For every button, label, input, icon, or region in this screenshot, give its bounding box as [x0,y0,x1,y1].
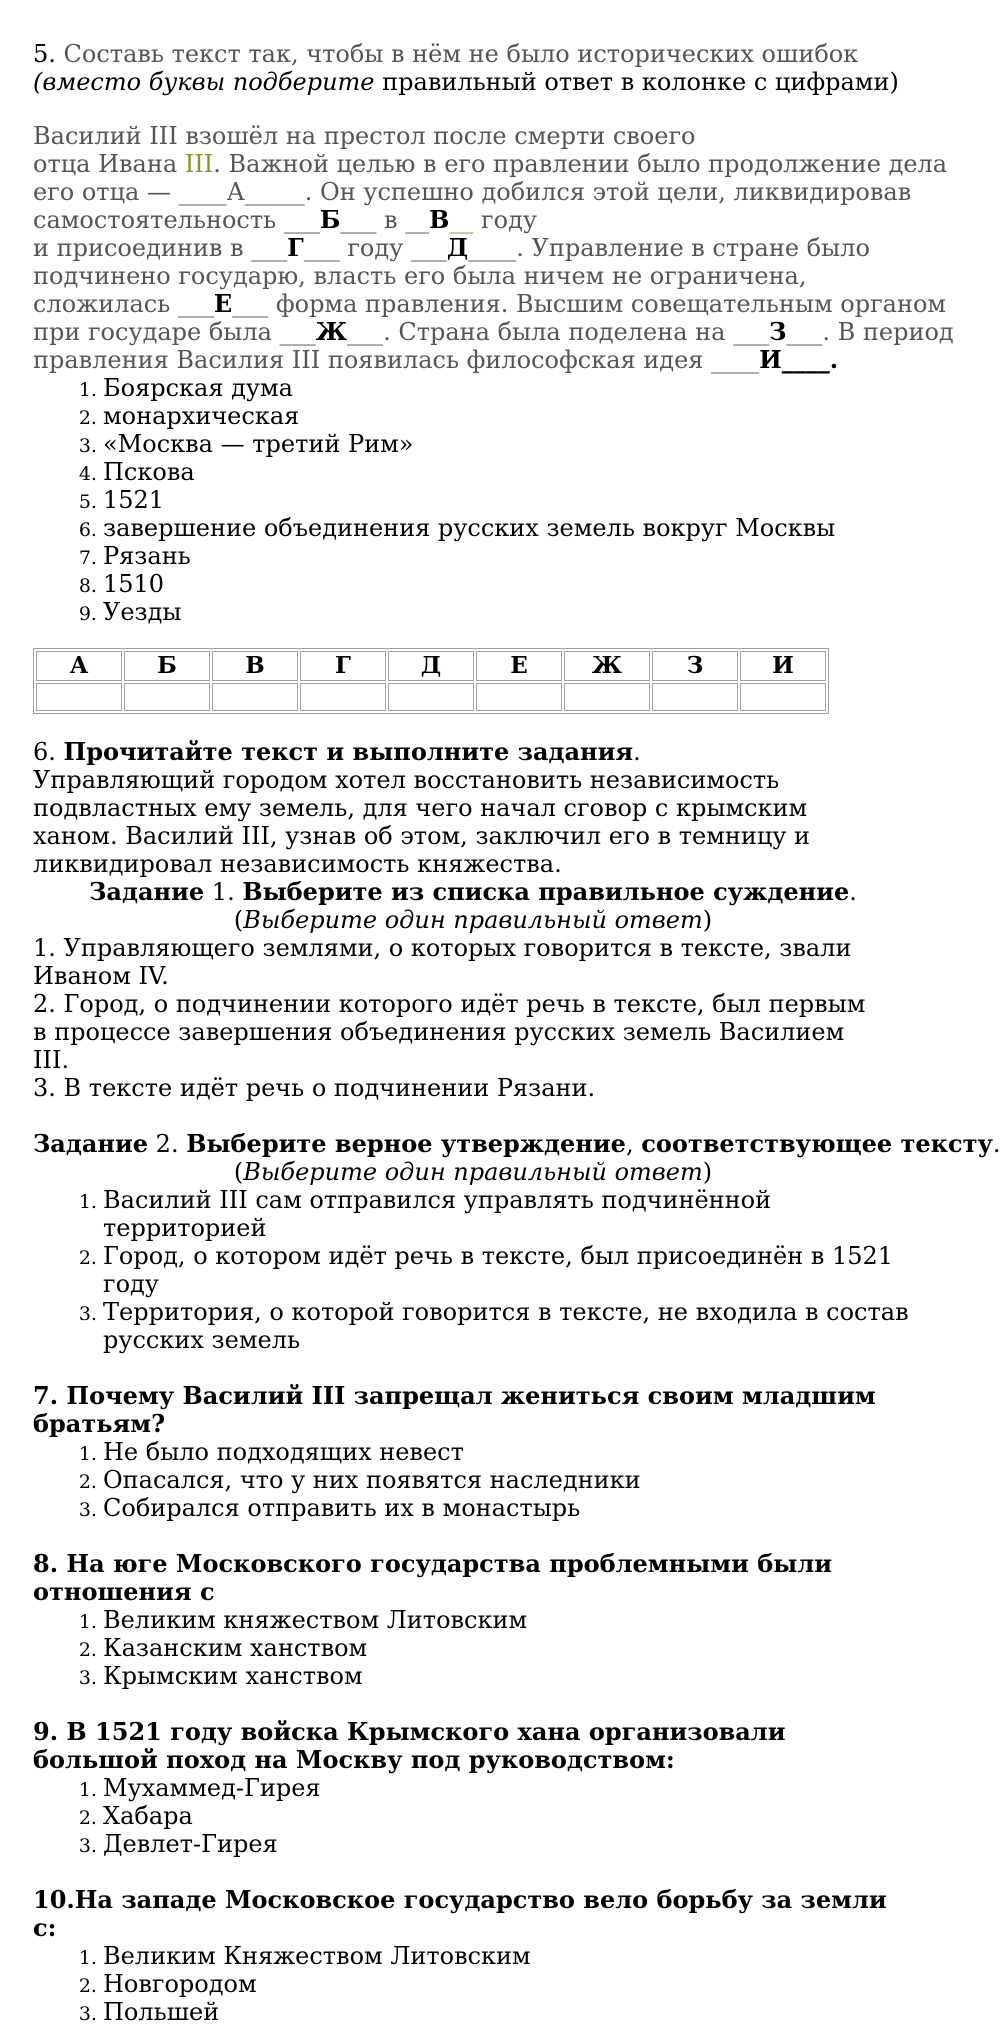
task-6-z2-options [33,1186,913,1354]
passage-text: отца Ивана [33,150,185,178]
blank-letter: И [759,345,782,374]
answer-cell[interactable] [300,683,386,711]
passage-line [33,206,913,234]
task-6-number: 6. [33,738,64,766]
statement-item: 3. В тексте идёт речь о подчинении Рязани. [33,1074,596,1102]
list-item: 2. Новгородом [103,1970,913,1998]
blank-letter: Г [287,233,304,262]
z1-title: Выберите из списка правильное суждение [242,877,850,906]
answer-cell[interactable] [564,683,650,711]
answer-cell[interactable] [36,683,122,711]
task-6-z1-hint [33,906,913,934]
answer-cell[interactable] [388,683,474,711]
z1-number: 1. [204,878,243,906]
answer-table-header-cell: Ж [564,651,650,681]
task-8-question: 8. На юге Московского государства проблемными были отношения с [33,1549,833,1606]
answer-table-header-cell: Е [476,651,562,681]
list-item: 2. Казанским ханством [103,1634,913,1662]
passage-text: ____. [781,345,839,374]
blank-letter: Б [319,205,341,234]
z2-title: Выберите верное утверждение [186,1129,626,1158]
passage-text: самостоятельность ___ [33,206,320,234]
answer-table-header [36,651,826,681]
task-10-options [33,1942,913,2026]
list-item: 5. 1521 [103,486,913,514]
task-5 [33,40,954,714]
passage-text: и присоединив в ___ [33,234,288,262]
list-item: 1. Василий III сам отправился управлять подчинённой территорией [103,1186,913,1242]
task-6 [33,737,1000,1354]
task-8-options [33,1606,913,1690]
list-item: 3. Девлет-Гирея [103,1830,913,1858]
z1-hint-paren: ( [233,906,244,934]
passage-text: ___ году ___ [303,234,447,262]
passage-line [33,289,947,318]
z2-number: 2. [148,1130,187,1158]
task-6-title: Прочитайте текст и выполните задания [63,737,634,766]
task-6-z1-heading [33,878,913,906]
list-item: 3. «Москва — третий Рим» [103,430,913,458]
z2-hint-paren: ( [233,1158,244,1186]
task-5-instruction [33,68,913,96]
statement-item: 2. Город, о подчинении которого идёт речь в тексте, был первым в процессе завершения объединения русских земель Василием III. [33,990,866,1074]
task-6-z2-heading [33,1129,1000,1158]
answer-table-header-cell: А [36,651,122,681]
task-9-question: 9. В 1521 году войска Крымского хана организовали большой поход на Москву под руководством: [33,1717,786,1774]
blank-letter: З [769,317,787,346]
answer-table-header-cell: Д [388,651,474,681]
answer-table [33,648,829,714]
passage-text: сложилась ___ [33,290,214,318]
passage-text: правления Василия III появилась философская идея ____ [33,346,760,374]
answer-table-header-cell: И [740,651,826,681]
passage-line [33,150,948,178]
passage-text: ___ форма правления. Высшим совещательным органом [232,290,947,318]
task-6-heading [33,738,913,766]
list-item: 9. Уезды [103,598,913,626]
z1-hint: Выберите один правильный ответ [243,906,703,934]
task-6-z1-items [33,934,883,1102]
task-5-options [33,374,913,626]
task-6-z2-hint [33,1158,913,1186]
answer-cell[interactable] [652,683,738,711]
answer-table-header-cell: З [652,651,738,681]
blank-letter: В [429,205,450,234]
passage-text: при государе была ___ [33,318,316,346]
task-7 [33,1382,913,1522]
passage-text: . Важной целью в его правлении было продолжение дела [213,150,948,178]
answer-table-header-cell: Г [300,651,386,681]
passage-line [33,178,913,206]
list-item: 7. Рязань [103,542,913,570]
list-item: 2. монархическая [103,402,913,430]
list-item: 1. Не было подходящих невест [103,1438,913,1466]
passage-text: ___ в __ [340,206,430,234]
z2-title-2: соответствующее тексту [641,1129,993,1158]
list-item: 2. Город, о котором идёт речь в тексте, был присоединён в 1521 году [103,1242,913,1298]
worksheet [33,40,1000,2026]
list-item: 3. Польшей [103,1998,913,2026]
blank-letter: Ж [315,317,348,346]
z2-hint: Выберите один правильный ответ [243,1158,703,1186]
answer-cell[interactable] [212,683,298,711]
answer-table-inputs [36,683,826,711]
passage-text: _____. Он успешно добился этой цели, ликвидировав [244,178,912,206]
list-item: 4. Пскова [103,458,913,486]
z2-dot: . [992,1130,1000,1158]
list-item: 1. Боярская дума [103,374,913,402]
list-item: 1. Великим княжеством Литовским [103,1606,913,1634]
passage-text: __ [449,206,474,234]
task-10 [33,1886,913,2026]
answer-cell[interactable] [740,683,826,711]
list-item: 2. Хабара [103,1802,913,1830]
list-item: 2. Опасался, что у них появятся наследники [103,1466,913,1494]
passage-text: III [184,150,214,178]
list-item: 6. завершение объединения русских земель вокруг Москвы [103,514,913,542]
blank-letter: А [226,178,245,206]
answer-table-header-cell: Б [124,651,210,681]
task-5-instruction-rest: правильный ответ в колонке с цифрами) [374,68,899,96]
task-5-number: 5. [33,40,64,68]
list-item: 1. Великим Княжеством Литовским [103,1942,913,1970]
z1-hint-paren: ) [702,906,713,934]
blank-letter: Е [213,289,233,318]
passage-text: ___. В период [786,318,954,346]
task-6-dot: . [633,738,641,766]
answer-table-header-cell: В [212,651,298,681]
z2-label: Задание [33,1129,149,1158]
passage-text: году [473,206,537,234]
task-7-options [33,1438,913,1522]
task-5-heading [33,40,913,68]
z1-label: Задание [89,877,205,906]
passage-text: его отца — ____ [33,178,227,206]
z2-comma: , [625,1130,642,1158]
list-item: 8. 1510 [103,570,913,598]
passage-text: ____. Управление в стране было [468,234,870,262]
answer-cell[interactable] [476,683,562,711]
z2-hint-paren: ) [702,1158,713,1186]
list-item: 3. Крымским ханством [103,1662,913,1690]
task-5-passage [33,122,954,374]
passage-line: Василий III взошёл на престол после смерти своего [33,122,696,150]
passage-line [33,234,913,262]
task-9 [33,1718,913,1858]
passage-line [33,317,954,346]
blank-letter: Д [446,233,469,262]
list-item: 3. Собирался отправить их в монастырь [103,1494,913,1522]
task-5-title: Составь текст так, чтобы в нём не было исторических ошибок [63,40,859,68]
z1-dot: . [849,878,857,906]
task-7-question: 7. Почему Василий III запрещал жениться своим младшим братьям? [33,1381,876,1438]
statement-item: 1. Управляющего землями, о которых говорится в тексте, звали Иваном IV. [33,934,852,990]
passage-line [33,346,913,374]
task-10-question: 10.На западе Московское государство вело борьбу за земли с: [33,1885,887,1942]
passage-line: подчинено государю, власть его была ничем не ограничена, [33,262,807,290]
answer-cell[interactable] [124,683,210,711]
task-6-text: Управляющий городом хотел восстановить независимость подвластных ему земель, для чего начал сговор с крымским ханом. Василий III, узнав об этом, заключил его в темницу и ликвидировал независимость княжества. [33,766,811,878]
list-item: 3. Территория, о которой говорится в тексте, не входила в состав русских земель [103,1298,913,1354]
task-5-instruction-italic: (вместо буквы подберите [33,68,375,96]
task-9-options [33,1774,913,1858]
list-item: 1. Мухаммед-Гирея [103,1774,913,1802]
task-8 [33,1550,913,1690]
passage-text: ___. Страна была поделена на ___ [347,318,770,346]
